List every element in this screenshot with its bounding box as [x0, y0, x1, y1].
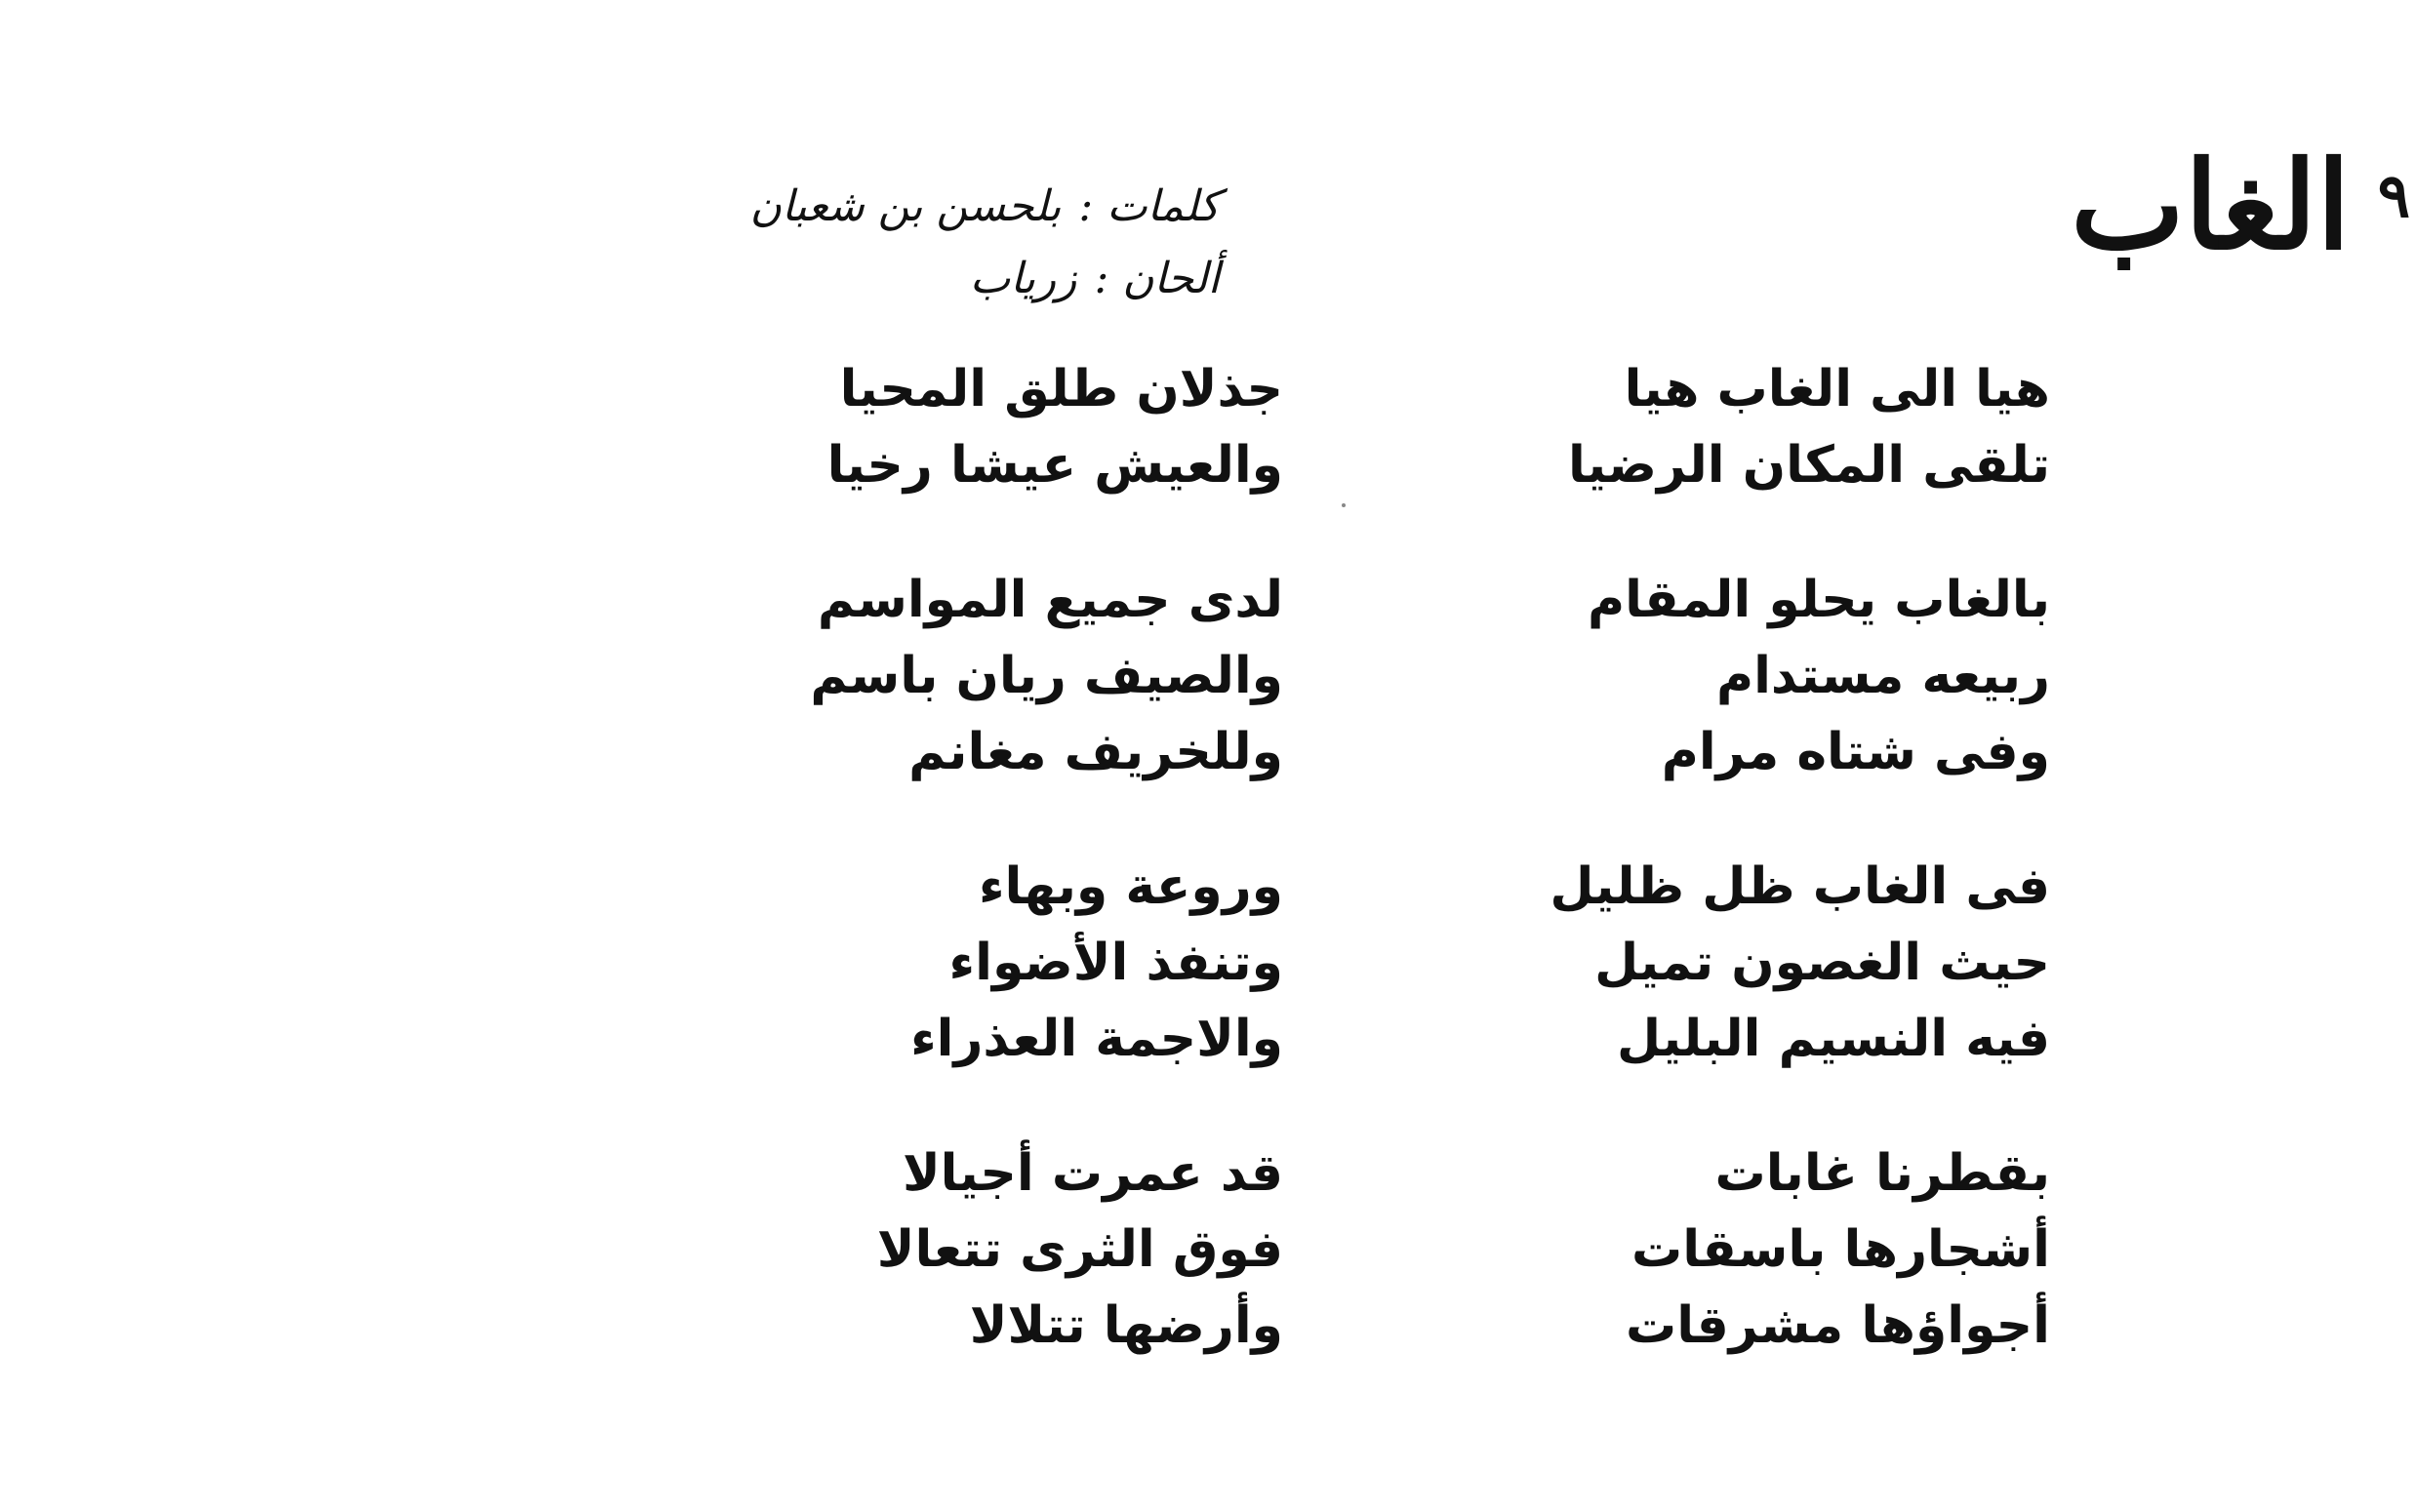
stanza-4-left — [581, 1135, 1283, 1364]
poem-line: وأرضها تتلالا — [969, 1296, 1283, 1355]
poem-line: والاجمة العذراء — [910, 1010, 1283, 1068]
right-poem-column — [1309, 351, 2050, 1422]
poem-line: فى الغاب ظل ظليل — [1550, 857, 2050, 916]
scan-speck — [1342, 503, 1346, 507]
poem-line: جذلان طلق المحيا — [839, 360, 1283, 418]
poem-line: لدى جميع المواسم — [817, 571, 1283, 629]
music-credit-label: ألحان : — [1094, 254, 1220, 303]
poem-line: فيه النسيم البليل — [1617, 1010, 2050, 1068]
left-poem-column — [581, 351, 1283, 1422]
music-credit — [585, 243, 1220, 315]
lyrics-credit-value: بلحسن بن شعبان — [749, 181, 1062, 231]
poem-line: بالغاب يحلو المقام — [1587, 571, 2050, 629]
stanza-3-left — [581, 849, 1283, 1077]
stanza-1-right — [1309, 351, 2050, 503]
poem-line: والصيف ريان باسم — [810, 647, 1283, 705]
poem-line: تلقى المكان الرضيا — [1567, 436, 2050, 495]
song-title-text: الغاب — [2071, 136, 2351, 277]
lyrics-credit-label: كلمات : — [1078, 181, 1220, 231]
poem-line: وتنفذ الأضواء — [948, 934, 1283, 992]
song-title — [1727, 136, 2410, 312]
poem-line: ربيعه مستدام — [1716, 647, 2050, 705]
poem-line: أجواؤها مشرقات — [1625, 1296, 2050, 1355]
stanza-4-right — [1309, 1135, 2050, 1364]
poem-line: وفى شتاه مرام — [1661, 723, 2050, 781]
credits-block — [585, 171, 1220, 315]
poem-line: قد عمرت أجيالا — [902, 1144, 1283, 1203]
music-credit-value: زرياب — [969, 254, 1077, 303]
poem-line: حيث الغصون تميل — [1594, 934, 2050, 992]
stanza-2-left — [581, 562, 1283, 790]
stanza-2-right — [1309, 562, 2050, 790]
poem-line: فوق الثرى تتعالا — [876, 1220, 1283, 1279]
poem-line: بقطرنا غابات — [1714, 1144, 2050, 1203]
poem-line: وللخريف مغانم — [908, 723, 1283, 781]
poem-line: والعيش عيشا رخيا — [826, 436, 1283, 495]
poem-line: هيا الى الغاب هيا — [1624, 360, 2050, 418]
song-number: ٩ — [2377, 160, 2410, 231]
stanza-3-right — [1309, 849, 2050, 1077]
poem-line: أشجارها باسقات — [1631, 1220, 2050, 1279]
lyrics-credit — [585, 171, 1220, 243]
stanza-1-left — [581, 351, 1283, 503]
poem-line: وروعة وبهاء — [978, 857, 1283, 916]
